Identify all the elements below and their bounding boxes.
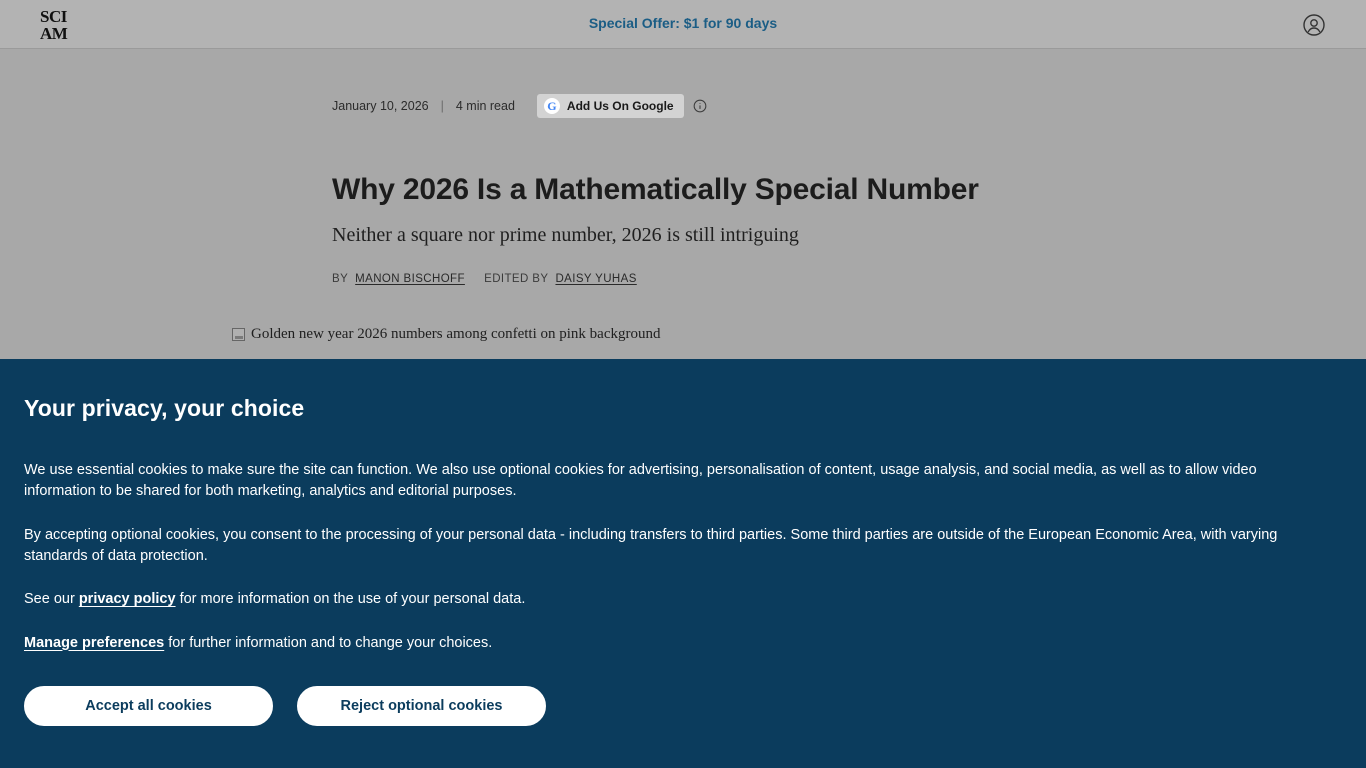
cookie-consent-banner — [0, 359, 1366, 768]
cookie-privacy-policy-line — [24, 589, 1324, 610]
privacy-policy-link[interactable]: privacy policy — [78, 591, 176, 608]
byline-by-label: BY — [332, 273, 348, 285]
cookie-paragraph-essential: We use essential cookies to make sure the site can function. We also use optional cookies for advertising, personalisation of content, usage analysis, and social media, as well as to allow video information to be shared for both marketing, analytics and editorial purposes. — [24, 462, 1257, 500]
byline-edited-label: EDITED BY — [484, 273, 549, 285]
accept-all-cookies-button[interactable]: Accept all cookies — [24, 686, 273, 726]
author-link[interactable]: MANON BISCHOFF — [355, 273, 465, 285]
see-our-label: See our — [24, 591, 79, 608]
article-meta — [332, 94, 707, 118]
meta-separator: | — [440, 99, 444, 113]
article-header — [0, 49, 1366, 359]
info-circle-icon[interactable] — [693, 99, 707, 113]
add-us-on-google-button[interactable] — [537, 94, 684, 118]
reject-optional-cookies-button[interactable]: Reject optional cookies — [297, 686, 546, 726]
logo-line-2: AM — [40, 24, 68, 43]
privacy-policy-tail: for more information on the use of your personal data. — [175, 591, 526, 608]
read-time: 4 min read — [455, 99, 515, 113]
editor-link[interactable]: DAISY YUHAS — [555, 273, 637, 285]
special-offer-link[interactable]: Special Offer: $1 for 90 days — [588, 15, 778, 31]
publish-date: January 10, 2026 — [332, 99, 429, 113]
manage-preferences-link[interactable]: Manage preferences — [24, 634, 165, 651]
google-icon: G — [544, 98, 560, 114]
article-subtitle: Neither a square nor prime number, 2026 is still intriguing — [332, 224, 799, 246]
user-account-icon[interactable] — [1302, 13, 1326, 37]
cookie-paragraph-consent: By accepting optional cookies, you consent to the processing of your personal data - including transfers to third parties. Some third parties are outside of the European Economic Area, with varying standards of data protection. — [24, 526, 1278, 564]
article-hero-image-alt: Golden new year 2026 numbers among confetti on pink background — [251, 326, 661, 342]
article-hero-image-placeholder — [232, 326, 660, 343]
manage-preferences-tail: for further information and to change your choices. — [164, 634, 493, 651]
cookie-button-row — [24, 686, 546, 726]
byline — [332, 273, 637, 285]
page-title: Why 2026 Is a Mathematically Special Number — [332, 173, 979, 206]
broken-image-icon — [232, 328, 245, 341]
add-us-on-google-label: Add Us On Google — [566, 99, 674, 113]
cookie-manage-preferences-line — [24, 633, 1324, 654]
site-header — [0, 0, 1366, 49]
logo-line-1: SCI — [40, 7, 67, 26]
cookie-banner-title: Your privacy, your choice — [24, 395, 305, 421]
